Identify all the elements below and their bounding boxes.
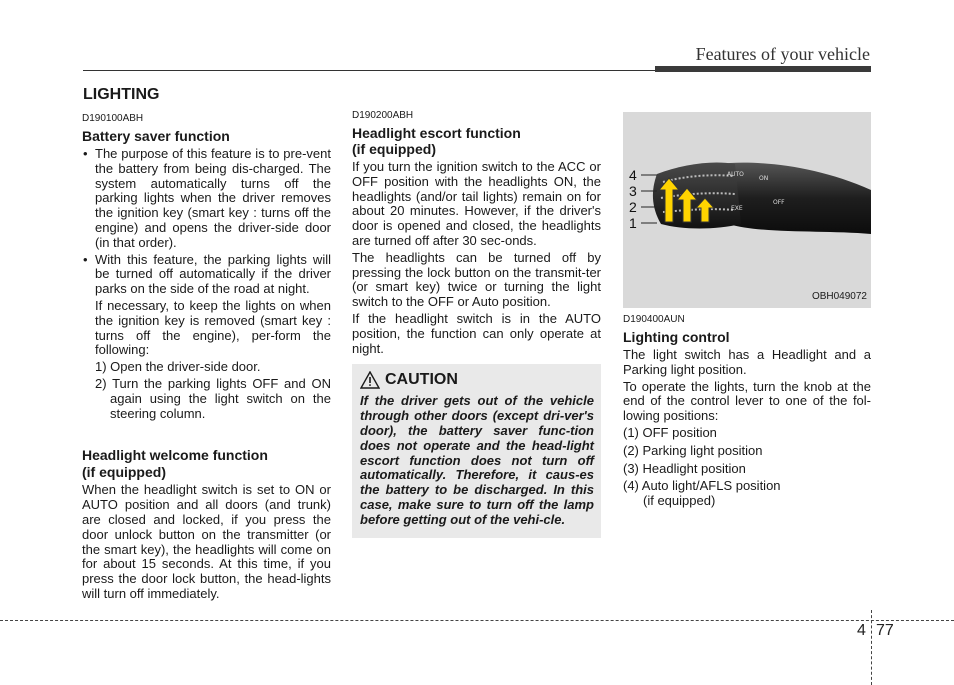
position-label-3: 3 bbox=[629, 183, 637, 199]
welcome-heading-line2: (if equipped) bbox=[82, 464, 166, 481]
escort-paragraph-3: If the headlight switch is in the AUTO position, the function can only operate at night. bbox=[352, 310, 601, 356]
header-bar bbox=[655, 66, 871, 72]
battery-saver-heading: Battery saver function bbox=[82, 128, 230, 144]
escort-heading-line2: (if equipped) bbox=[352, 141, 436, 157]
section-code: D190400AUN bbox=[623, 314, 685, 325]
step-item: 1) Open the driver-side door. bbox=[95, 359, 261, 375]
lighting-paragraph-1: The light switch has a Headlight and a Parking light position. bbox=[623, 347, 871, 377]
position-label-4: 4 bbox=[629, 167, 637, 183]
positions-list bbox=[623, 426, 871, 509]
list-item: (3) Headlight position bbox=[623, 460, 746, 476]
warning-icon bbox=[360, 371, 380, 389]
caution-box bbox=[352, 364, 601, 537]
steps-list bbox=[82, 360, 331, 421]
bullet-continuation: If necessary, to keep the lights on when the ignition key is removed (smart key : turns off the engine), per-form the following: bbox=[95, 297, 331, 358]
light-switch-figure bbox=[623, 112, 871, 308]
footer-rule bbox=[0, 620, 954, 621]
list-item-note: (if equipped) bbox=[643, 493, 716, 509]
lighting-control-heading: Lighting control bbox=[623, 329, 730, 345]
caution-header bbox=[360, 371, 594, 389]
escort-paragraph-1: If you turn the ignition switch to the ACC or OFF position with the headlights ON, the headlights (and/or tail lights) remain on for about 20 minutes. However, if the driver's door is opened and closed, the headlights are turned off after 30 sec-onds. bbox=[352, 159, 601, 248]
welcome-heading-line1: Headlight welcome function bbox=[82, 447, 268, 464]
switch-mark-auto: AUTO bbox=[727, 171, 744, 178]
column-middle bbox=[352, 110, 601, 538]
list-item: (4) Auto light/AFLS position bbox=[623, 478, 781, 494]
switch-mark-exe: EXE bbox=[731, 205, 743, 212]
list-item: (2) Parking light position bbox=[623, 442, 763, 458]
step-item: 2) Turn the parking lights OFF and ON again using the light switch on the steering column. bbox=[95, 375, 331, 421]
footer-divider bbox=[871, 610, 872, 685]
switch-mark-off: OFF bbox=[773, 199, 785, 206]
header-rule bbox=[83, 70, 655, 71]
section-code: D190200ABH bbox=[352, 110, 414, 121]
list-item: (1) OFF position bbox=[623, 424, 717, 440]
page-number: 77 bbox=[876, 622, 894, 639]
position-label-2: 2 bbox=[629, 199, 637, 215]
battery-saver-list bbox=[82, 147, 331, 297]
caution-title: CAUTION bbox=[385, 370, 458, 388]
caution-text: If the driver gets out of the vehicle through other doors (except dri-ver's door), the battery saver func-tion does not operate and the head-light escort function does not turn off automatically. Therefore, it caus-es the battery to be discharged. In this case, make sure to turn off the lamp before getting out of the vehi-cle. bbox=[360, 393, 594, 527]
figure-caption: OBH049072 bbox=[811, 291, 867, 303]
column-left bbox=[82, 86, 331, 604]
chapter-number: 4 bbox=[857, 622, 866, 639]
light-switch-illustration bbox=[623, 112, 871, 308]
escort-paragraph-2: The headlights can be turned off by pressing the lock button on the transmit-ter (or smart key) twice or turning the light switch to the OFF or Auto position. bbox=[352, 249, 601, 310]
section-code: D190100ABH bbox=[82, 113, 144, 124]
lighting-paragraph-2: To operate the lights, turn the knob at the end of the control lever to one of the fol-lowing positions: bbox=[623, 378, 871, 424]
list-item: • With this feature, the parking lights will be turned off automatically if the driver parks on the side of the road at night. bbox=[82, 253, 331, 297]
section-title: LIGHTING bbox=[83, 86, 160, 103]
page-header-title: Features of your vehicle bbox=[695, 44, 870, 64]
position-label-1: 1 bbox=[629, 215, 637, 231]
escort-heading-line1: Headlight escort function bbox=[352, 125, 521, 141]
switch-mark-on: ON bbox=[759, 175, 769, 182]
list-item: • The purpose of this feature is to pre-vent the battery from being dis-charged. The system automatically turns off the parking lights when the driver removes the ignition key (smart key : turns off the engine) and opens the driver-side door (in that order). bbox=[82, 147, 331, 251]
column-right bbox=[623, 112, 871, 512]
welcome-paragraph: When the headlight switch is set to ON or AUTO position and all doors (and trunk) are closed and locked, if you press the door unlock button on the transmitter (or the smart key), the headlights will come on for about 15 seconds. At this time, if you press the door lock button, the head-lights will turn off immediately. bbox=[82, 482, 331, 601]
